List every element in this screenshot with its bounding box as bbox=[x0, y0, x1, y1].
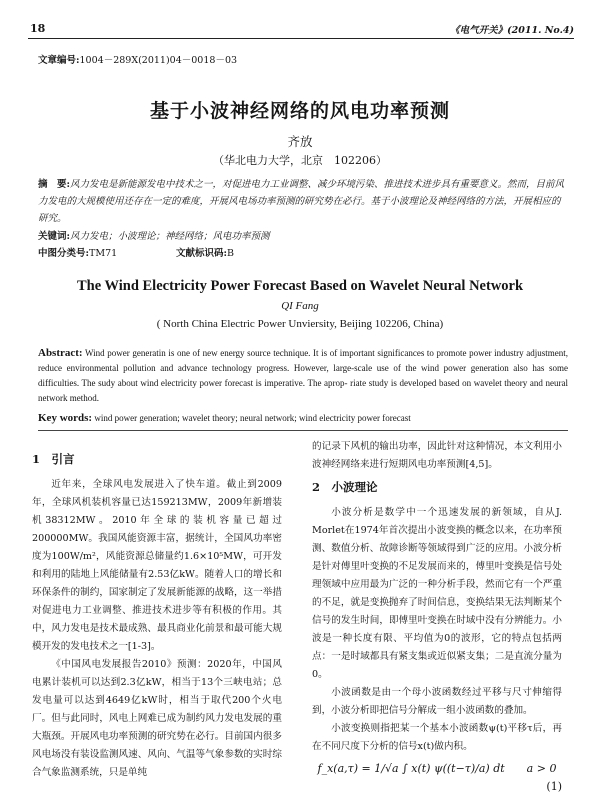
formula-1-number: (1) bbox=[546, 780, 562, 793]
affiliation-en: ( North China Electric Power Unviersity, Beijing 102206, China) bbox=[156, 318, 444, 330]
wavelet-paragraph-3: 小波变换则指把某一个基本小波函数ψ(t)平移τ后，再在不同尺度下分析的信号x(t)做内积。 bbox=[312, 723, 562, 752]
keywords-en-value: wind power generation; wavelet theory; neural network; wind electricity power forecast bbox=[94, 413, 411, 423]
author-en: QI Fang bbox=[281, 300, 319, 312]
abstract-en bbox=[38, 346, 568, 406]
journal-name: 《电气开关》(2011. No.4) bbox=[450, 25, 574, 36]
abstract-cn-label: 摘 要: bbox=[38, 179, 71, 190]
left-column bbox=[32, 448, 282, 782]
paper-title-cn: 基于小波神经网络的风电功率预测 bbox=[149, 100, 450, 122]
article-number-label: 文章编号: bbox=[38, 55, 80, 66]
wavelet-paragraph-1: 小波分析是数学中一个迅速发展的新领域，自从J. Morlet在1974年首次提出小波变换的概念以来，在功率预测、数值分析、故障诊断等领域得到广泛的应用。小波分析是针对傅里叶变换的不足发展而来的，傅里叶变换是信号处理领域中应用最为广泛的一种分析手段，然而它有一个严重的不足，就是变换抛弃了时间信息，变换结果无法判断某个信号的发生时间，即傅里叶变换在时域中没有分辨能力。小波是一种长度有限、平均值为0的波形，它的特点包括两点：一是时域都具有紧支集或近似紧支集；二是直流分量为0。 bbox=[312, 507, 562, 680]
doc-code-label: 文献标识码: bbox=[176, 248, 228, 259]
keywords-en bbox=[38, 412, 411, 424]
document-code bbox=[176, 245, 234, 259]
keywords-en-label: Key words: bbox=[38, 412, 93, 424]
clc-number bbox=[38, 245, 117, 259]
formula-1-expression: f_x(a,τ) = 1/√a ∫ x(t) ψ((t−τ)/a) dt a > 0 bbox=[317, 762, 557, 775]
formula-1 bbox=[312, 760, 562, 793]
section-heading-wavelet: 2 小波理论 bbox=[312, 480, 378, 494]
page-number: 18 bbox=[30, 22, 46, 35]
abstract-cn-text: 风力发电是新能源发电中技术之一，对促进电力工业调整、减少环境污染、推进技术进步具有重要意义。然而，目前风力发电的大规模使用还存在一定的难度，开展风电场功率预测的研究势在必行。基于小波理论及神经网络的方法，开展相应的研究。 bbox=[38, 179, 565, 224]
abstract-en-text: Wind power generatin is one of new energy source technique. It is of important significances to promote power industry adjustment, reduce environmental pollution and advance technology progress. However, large-scale use of the wind power generation also has some difficulties. The sudy about wind electricity power forecast is imperative. The aprop- riate study is developed based on wavelet theory and neural network method. bbox=[38, 348, 568, 403]
keywords-cn-value: 风力发电；小波理论；神经网络；风电功率预测 bbox=[70, 231, 270, 242]
abstract-divider bbox=[38, 430, 568, 431]
intro-paragraph-1: 近年来，全球风电发展进入了快车道。截止到2009年，全球风机装机容量已达159213MW，2009年新增装机38312MW。2010年全球的装机容量已超过200000MW。我国风能资源丰富，据统计，全国风功率密度为100W/m²，风能资源总储量约1.6×10⁵MW，可开发和利用的陆地上风能储量有2.53亿kW。随着人口的增长和环保条件的制约，国家制定了发展新能源的战略，这一举措对促进电力工业调整、推进技术进步等有积极的作用。其中，风力发电是技术最成熟、最具商业化前景和最可能大规模开发的发电技术之一[1-3]。 bbox=[32, 479, 282, 652]
keywords-cn-label: 关键词: bbox=[38, 231, 71, 242]
abstract-cn bbox=[38, 176, 568, 227]
author-cn: 齐放 bbox=[287, 134, 313, 149]
doc-code-value: B bbox=[227, 248, 234, 259]
intro-paragraph-2: 《中国风电发展报告2010》预测：2020年，中国风电累计装机可以达到2.3亿kW，相当于13个三峡电站；总发电量可以达到4649亿kW时，相当于取代200个火电厂。但与此同时，风电上网难已成为制约风力发电发展的重大瓶颈。开展风电功率预测的研究势在必行。目前国内很多风电场没有装设监测风速、风向、气温等气象参数的实时综合气象监测系统，只是单纯 bbox=[32, 659, 282, 778]
section-heading-intro: 1 引言 bbox=[32, 452, 75, 466]
wavelet-paragraph-2: 小波函数是由一个母小波函数经过平移与尺寸伸缩得到，小波分析即把信号分解成一组小波函数的叠加。 bbox=[312, 687, 562, 716]
paper-title-en: The Wind Electricity Power Forecast Based on Wavelet Neural Network bbox=[76, 278, 524, 294]
article-number bbox=[38, 52, 237, 66]
right-column bbox=[312, 438, 562, 796]
keywords-cn bbox=[38, 228, 270, 242]
right-paragraph-0: 的记录下风机的输出功率，因此针对这种情况，本文利用小波神经网络来进行短期风电功率预测[4,5]。 bbox=[312, 441, 562, 470]
header-rule bbox=[28, 38, 574, 39]
article-number-value: 1004－289X(2011)04－0018－03 bbox=[79, 55, 238, 66]
abstract-en-label: Abstract: bbox=[38, 347, 83, 359]
affiliation-cn: （华北电力大学，北京 102206） bbox=[213, 154, 387, 167]
clc-value: TM71 bbox=[89, 248, 118, 259]
clc-label: 中图分类号: bbox=[38, 248, 90, 259]
